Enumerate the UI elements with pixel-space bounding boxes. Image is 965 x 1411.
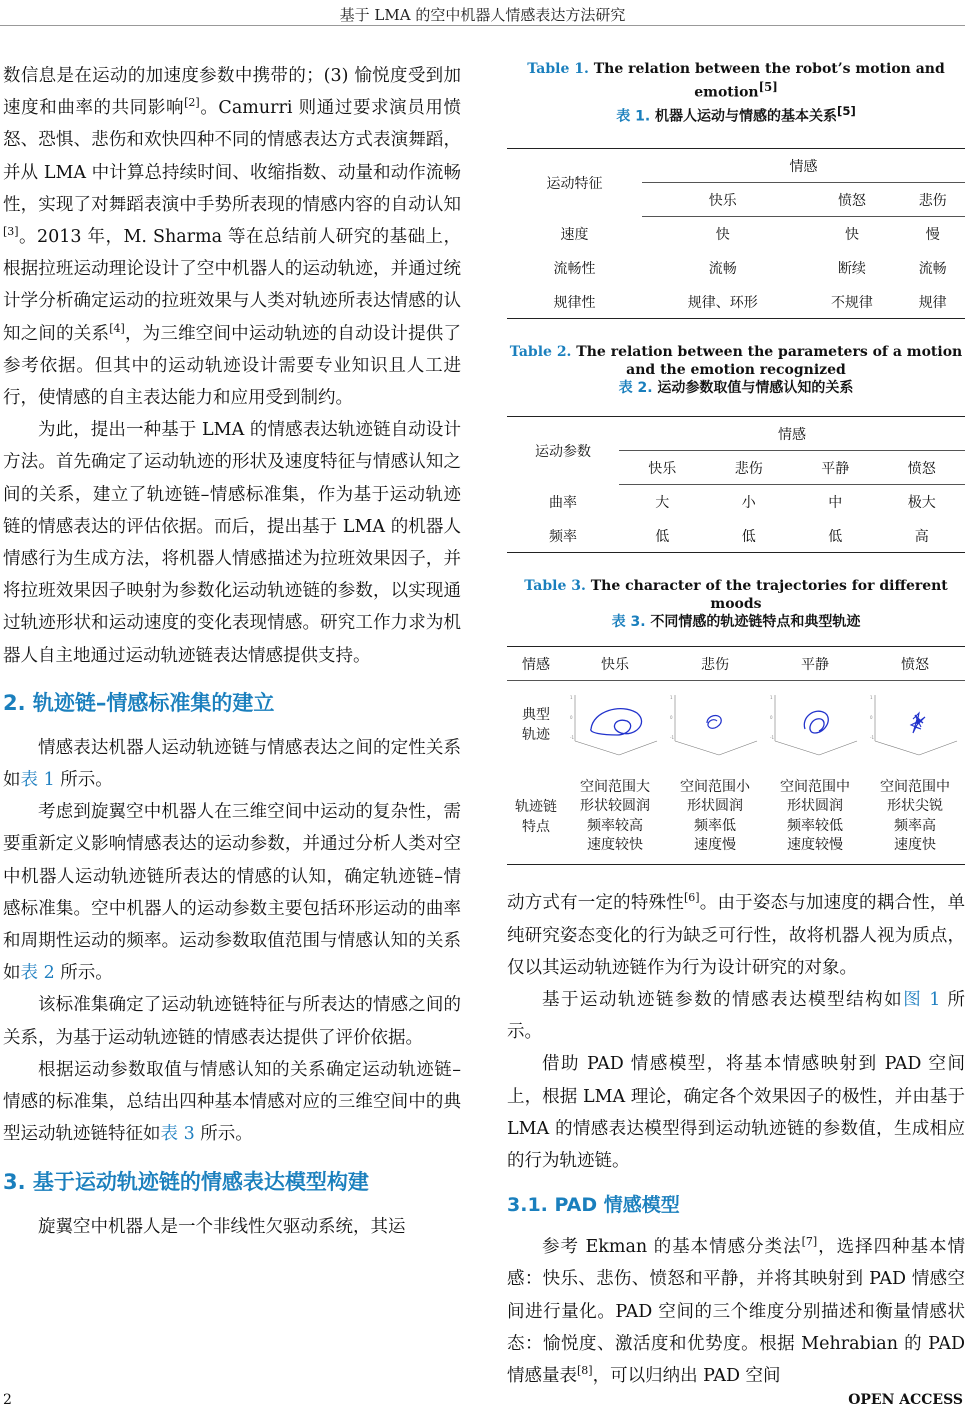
- table-row: 频率 低 低 低 高: [507, 519, 965, 553]
- svg-text:0: 0: [770, 715, 773, 721]
- table3-header-cell: 悲伤: [665, 647, 765, 681]
- paragraph-pad-mapping: 借助 PAD 情感模型，将基本情感映射到 PAD 空间上，根据 LMA 理论，确定各个效果因子的极性，并由基于 LMA 的情感表达模型得到运动轨迹链的参数值，生成相应的行为轨迹链。: [507, 1054, 965, 1171]
- table3-feature-row: [507, 769, 965, 865]
- table3: [507, 577, 965, 865]
- table-row: 规律性 规律、环形 不规律 规律: [507, 285, 965, 319]
- paragraph-motion-particularity: 动方式有一定的特殊性[6]。由于姿态与加速度的耦合性，单纯研究姿态变化的行为缺乏可行性，故将机器人视为质点，仅以其运动轨迹链作为行为设计研究的对象。: [507, 891, 965, 978]
- svg-text:1: 1: [670, 695, 673, 701]
- table3-caption-cn: 表 3. 不同情感的轨迹链特点和典型轨迹: [611, 614, 861, 631]
- paragraph-method-overview: 为此，提出一种基于 LMA 的情感表达轨迹链自动设计方法。首先确定了运动轨迹的形状及速度特征与情感认知之间的关系，建立了轨迹链–情感标准集，作为基于运动轨迹链的情感表达的评估依据。而后，提出基于 LMA 的机器人情感行为生成方法，将机器人情感描述为拉班效果因子，并将拉班效果因子映射为参数化运动轨迹链的参数，以实现通过轨迹形状和运动速度的变化表现情感。研究工作力求为机器人自主地通过运动轨迹链表达情感提供支持。: [3, 420, 461, 666]
- paragraph-figure1-ref: 基于运动轨迹链参数的情感表达模型结构如图 1 所示。: [507, 989, 965, 1043]
- table1-link[interactable]: 表 1: [20, 770, 55, 791]
- svg-text:1: 1: [570, 695, 573, 701]
- table1: [507, 60, 965, 319]
- table1-col-header: 悲伤: [900, 183, 965, 217]
- section-heading-3-1: 3.1. PAD 情感模型: [507, 1194, 680, 1217]
- trajectory-angry: [865, 681, 965, 769]
- table2-col-header: 悲伤: [706, 451, 793, 485]
- trajectory-calm: [765, 681, 865, 769]
- svg-text:-1: -1: [570, 735, 574, 741]
- right-column: [507, 60, 965, 1392]
- svg-text:0: 0: [570, 715, 573, 721]
- table2-caption-en: Table 2. The relation between the parameters of a motion and the emotion recognized: [509, 344, 963, 379]
- trajectory-path: [804, 711, 828, 733]
- trajectory-sad: [665, 681, 765, 769]
- citation-6[interactable]: [6]: [683, 891, 700, 905]
- table1-body: [507, 148, 965, 319]
- page-number: 2: [3, 1392, 12, 1408]
- trajectory-path: [591, 709, 642, 735]
- table3-header-cell: 快乐: [565, 647, 665, 681]
- table1-group-header: 情感: [642, 149, 965, 183]
- svg-text:1: 1: [870, 695, 873, 701]
- table3-feature-cell: 空间范围中 形状尖锐 频率高 速度快: [865, 769, 965, 865]
- table-row: 速度 快 快 慢: [560, 226, 940, 244]
- table2-row-header: 运动参数: [507, 417, 619, 485]
- header-divider: [0, 25, 965, 26]
- citation-4[interactable]: [4]: [109, 321, 125, 335]
- table1-caption-en: Table 1. The relation between the robot’s motion and emotion[5]: [527, 61, 945, 101]
- table1-caption-cn: 表 1. 机器人运动与情感的基本关系[5]: [616, 103, 856, 125]
- table3-header-cell: 情感: [507, 647, 565, 681]
- table2: [507, 343, 965, 553]
- table2-col-header: 快乐: [619, 451, 706, 485]
- table2-col-header: 平静: [792, 451, 879, 485]
- table-row: 曲率 大 小 中 极大: [549, 494, 936, 512]
- table3-figure-label: 典型 轨迹: [522, 707, 550, 744]
- paragraph-table1-ref: 情感表达机器人运动轨迹链与情感表达之间的定性关系如表 1 所示。: [3, 737, 461, 791]
- table-row: 流畅性 流畅 断续 流畅: [553, 260, 947, 277]
- figure1-link[interactable]: 图 1: [903, 989, 941, 1010]
- citation-8[interactable]: [8]: [577, 1364, 593, 1378]
- table1-row-header: 运动特征: [507, 149, 642, 217]
- svg-text:-1: -1: [870, 735, 874, 741]
- table3-figure-row: [507, 681, 965, 769]
- table3-feature-label: 轨迹链 特点: [507, 769, 565, 865]
- paragraph-intro-continued: 数信息是在运动的加速度参数中携带的；(3) 愉悦度受到加速度和曲率的共同影响[2]。Camurri 则通过要求演员用愤怒、恐惧、悲伤和欢快四种不同的情感表达方式表演舞蹈，并从 LMA 中计算总持续时间、收缩指数、动量和动作流畅性，实现了对舞蹈表演中手势所表现的情感内容的自动认知[3]。2013 年，M. Sharma 等在总结前人研究的基础上，根据拉班运动理论设计了空中机器人的运动轨迹，并通过统计学分析确定运动的拉班效果与人类对轨迹所表达情感的认知之间的关系[4]，为三维空间中运动轨迹的自动设计提供了参考依据。但其中的运动轨迹设计需要专业知识且人工进行，使情感的自主表达能力和应用受到制约。: [3, 66, 462, 409]
- table3-feature-cell: 空间范围小 形状圆润 频率低 速度慢: [665, 769, 765, 865]
- table3-caption-en: Table 3. The character of the trajectories for different moods: [524, 578, 948, 613]
- citation-3[interactable]: [3]: [3, 225, 19, 239]
- svg-text:0: 0: [870, 715, 873, 721]
- table2-group-header: 情感: [619, 417, 965, 451]
- table3-header-cell: 愤怒: [865, 647, 965, 681]
- svg-text:0: 0: [670, 715, 673, 721]
- section-heading-3: 3. 基于运动轨迹链的情感表达模型构建: [3, 1169, 369, 1194]
- table1-col-header: 快乐: [642, 183, 804, 217]
- table2-link[interactable]: 表 2: [20, 963, 55, 984]
- table3-body: [507, 646, 965, 865]
- left-column: [3, 60, 461, 1243]
- paragraph-table3-ref: 根据运动参数取值与情感认知的关系确定运动轨迹链–情感的标准集，总结出四种基本情感对应的三维空间中的典型运动轨迹链特征如表 3 所示。: [3, 1059, 461, 1145]
- svg-text:-1: -1: [670, 735, 674, 741]
- table2-caption-cn: 表 2. 运动参数取值与情感认知的关系: [618, 380, 854, 397]
- table1-col-header: 愤怒: [804, 183, 901, 217]
- section-heading-2: 2. 轨迹链–情感标准集的建立: [3, 690, 275, 715]
- paragraph-rotor-start: 旋翼空中机器人是一个非线性欠驱动系统，其运: [38, 1216, 406, 1237]
- running-title: 基于 LMA 的空中机器人情感表达方法研究: [339, 6, 626, 24]
- svg-text:1: 1: [770, 695, 773, 701]
- citation-2[interactable]: [2]: [184, 96, 200, 110]
- paragraph-table2-ref: 考虑到旋翼空中机器人在三维空间中运动的复杂性，需要重新定义影响情感表达的运动参数，并通过分析人类对空中机器人运动轨迹链所表达的情感的认知，确定轨迹链–情感标准集。空中机器人的运动参数主要包括环形运动的曲率和周期性运动的频率。运动参数取值范围与情感认知的关系如表 2 所示。: [3, 802, 461, 984]
- table3-feature-cell: 空间范围大 形状较圆润 频率较高 速度较快: [565, 769, 665, 865]
- trajectory-path: [707, 716, 721, 729]
- svg-text:-1: -1: [770, 735, 774, 741]
- table2-body: [507, 416, 965, 553]
- table2-col-header: 愤怒: [879, 451, 965, 485]
- citation-7[interactable]: [7]: [801, 1235, 818, 1249]
- journal-access-label: OPEN ACCESS: [848, 1392, 963, 1408]
- table3-header-cell: 平静: [765, 647, 865, 681]
- table3-feature-cell: 空间范围中 形状圆润 频率较低 速度较慢: [765, 769, 865, 865]
- paragraph-ekman: 参考 Ekman 的基本情感分类法[7]，选择四种基本情感：快乐、悲伤、愤怒和平静，并将其映射到 PAD 情感空间进行量化。PAD 空间的三个维度分别描述和衡量情感状态：愉悦度、激活度和优势度。根据 Mehrabian 的 PAD 情感量表[8]，可以归纳出 PAD 空间: [507, 1235, 965, 1386]
- table3-link[interactable]: 表 3: [160, 1124, 195, 1145]
- paragraph-standard-set: 该标准集确定了运动轨迹链特征与所表达的情感之间的关系，为基于运动轨迹链的情感表达提供了评价依据。: [3, 995, 461, 1048]
- trajectory-path: [911, 713, 925, 733]
- trajectory-happy: [565, 681, 665, 769]
